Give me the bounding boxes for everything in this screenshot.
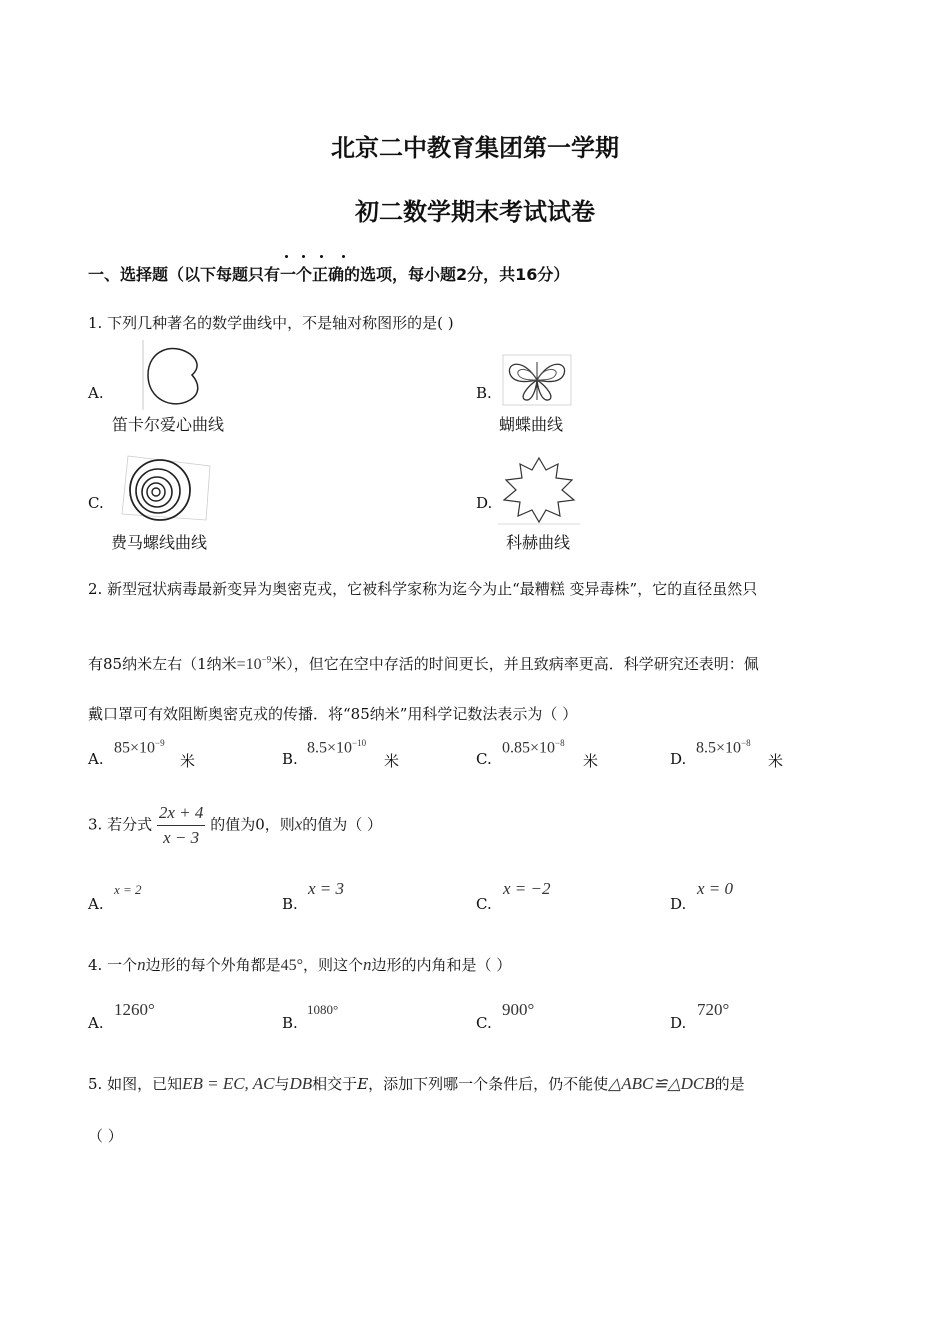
option-c-value: x = −2 bbox=[503, 879, 551, 898]
unit-label: 米 bbox=[384, 752, 400, 770]
option-label: B. bbox=[282, 1014, 298, 1032]
option-a-value: x = 2 bbox=[114, 882, 142, 897]
cardioid-heart-figure bbox=[138, 340, 208, 410]
option-label: A. bbox=[88, 895, 104, 913]
exam-title-line1: 北京二中教育集团第一学期 bbox=[331, 134, 619, 162]
question-2-line2 bbox=[88, 653, 759, 674]
emphasis-dot bbox=[342, 255, 345, 258]
option-d-value: $8.5\times 10^{-8}$ bbox=[696, 738, 751, 757]
option-label: D. bbox=[670, 750, 687, 768]
figure-caption: 蝴蝶曲线 bbox=[499, 415, 564, 434]
option-d-value: x = 0 bbox=[697, 879, 734, 898]
question-2-math: $=10^{-9}$ bbox=[236, 654, 272, 673]
point-e: E bbox=[357, 1075, 369, 1093]
question-5-math: EB = EC, AC bbox=[182, 1074, 275, 1093]
question-4-stem bbox=[88, 954, 511, 975]
option-d-value: 720° bbox=[697, 1000, 730, 1019]
unit-label: 米 bbox=[583, 752, 599, 770]
variable-n: n bbox=[363, 955, 372, 974]
question-4-text: 边形的内角和是（ ） bbox=[371, 956, 512, 974]
question-4-text: ，则这个 bbox=[303, 956, 364, 974]
emphasis-dot bbox=[285, 255, 288, 258]
question-5-answer-blank: （ ） bbox=[88, 1127, 123, 1145]
question-3-text: 3. 若分式 bbox=[88, 815, 153, 834]
option-label: A. bbox=[88, 1014, 104, 1032]
butterfly-curve-figure bbox=[502, 354, 572, 406]
question-2-line3: 戴口罩可有效阻断奥密克戎的传播．将“85纳米”用科学记数法表示为（ ） bbox=[88, 705, 578, 723]
option-b-value: x = 3 bbox=[308, 879, 345, 898]
question-3-text: 的值为（ ） bbox=[302, 815, 383, 834]
section-heading-choice: 一、选择题（以下每题只有一个正确的选项，每小题2分，共16分） bbox=[88, 265, 570, 284]
option-label: C. bbox=[476, 1014, 492, 1032]
fraction: $\frac{2x + 4}{x - 3}$ bbox=[158, 803, 204, 847]
question-2-text: 米），但它在空中存活的时间更长，并且致病率更高．科学研究还表明：佩 bbox=[271, 655, 759, 673]
option-label: C. bbox=[88, 494, 104, 512]
question-5-text: 5. 如图，已知 bbox=[88, 1075, 183, 1093]
question-5-stem bbox=[88, 1073, 745, 1094]
option-a-value: $85\times 10^{-9}$ bbox=[114, 738, 165, 757]
emphasis-dot bbox=[320, 255, 323, 258]
congruence-expression: △ABC≌△DCB bbox=[608, 1074, 715, 1093]
question-2-line1: 2. 新型冠状病毒最新变异为奥密克戎，它被科学家称为迄今为止“最糟糕 变异毒株”，它的直径虽然只 bbox=[88, 580, 758, 598]
question-5-math: DB bbox=[289, 1074, 313, 1093]
fermat-spiral-figure bbox=[118, 452, 214, 524]
option-label: D. bbox=[670, 895, 687, 913]
variable-x: x bbox=[294, 814, 303, 834]
question-3-stem bbox=[88, 803, 382, 848]
koch-snowflake-figure bbox=[498, 454, 580, 526]
exam-title-line2: 初二数学期末考试试卷 bbox=[355, 198, 595, 226]
question-1-stem: 1. 下列几种著名的数学曲线中，不是轴对称图形的是( ) bbox=[88, 314, 454, 332]
emphasis-dot bbox=[302, 255, 305, 258]
question-4-text: 边形的每个外角都是 bbox=[145, 956, 281, 974]
unit-label: 米 bbox=[768, 752, 784, 770]
option-c-value: 900° bbox=[502, 1000, 535, 1019]
question-5-text: 的是 bbox=[714, 1075, 745, 1093]
option-b-value: 1080° bbox=[307, 1002, 339, 1017]
option-label: D. bbox=[670, 1014, 687, 1032]
option-label: A. bbox=[88, 384, 104, 402]
option-c-value: $0.85\times 10^{-8}$ bbox=[502, 738, 565, 757]
option-label: B. bbox=[282, 895, 298, 913]
unit-label: 米 bbox=[180, 752, 196, 770]
option-label: B. bbox=[476, 384, 492, 402]
question-3-text: 的值为0，则 bbox=[210, 815, 295, 834]
option-label: C. bbox=[476, 750, 492, 768]
option-label: C. bbox=[476, 895, 492, 913]
option-label: B. bbox=[282, 750, 298, 768]
figure-caption: 科赫曲线 bbox=[506, 533, 571, 552]
figure-caption: 笛卡尔爱心曲线 bbox=[112, 415, 225, 434]
figure-caption: 费马螺线曲线 bbox=[111, 533, 208, 552]
question-5-text: 与 bbox=[274, 1075, 290, 1093]
option-b-value: $8.5\times 10^{-10}$ bbox=[307, 738, 367, 757]
option-label: A. bbox=[88, 750, 104, 768]
option-label: D. bbox=[476, 494, 493, 512]
angle-value: 45° bbox=[280, 957, 304, 974]
question-5-text: ，添加下列哪一个条件后，仍不能使 bbox=[368, 1075, 609, 1093]
variable-n: n bbox=[137, 955, 146, 974]
question-4-text: 4. 一个 bbox=[88, 956, 138, 974]
question-5-text: 相交于 bbox=[312, 1075, 358, 1093]
question-2-text: 有85纳米左右（1纳米 bbox=[88, 655, 237, 673]
option-a-value: 1260° bbox=[114, 1000, 155, 1019]
